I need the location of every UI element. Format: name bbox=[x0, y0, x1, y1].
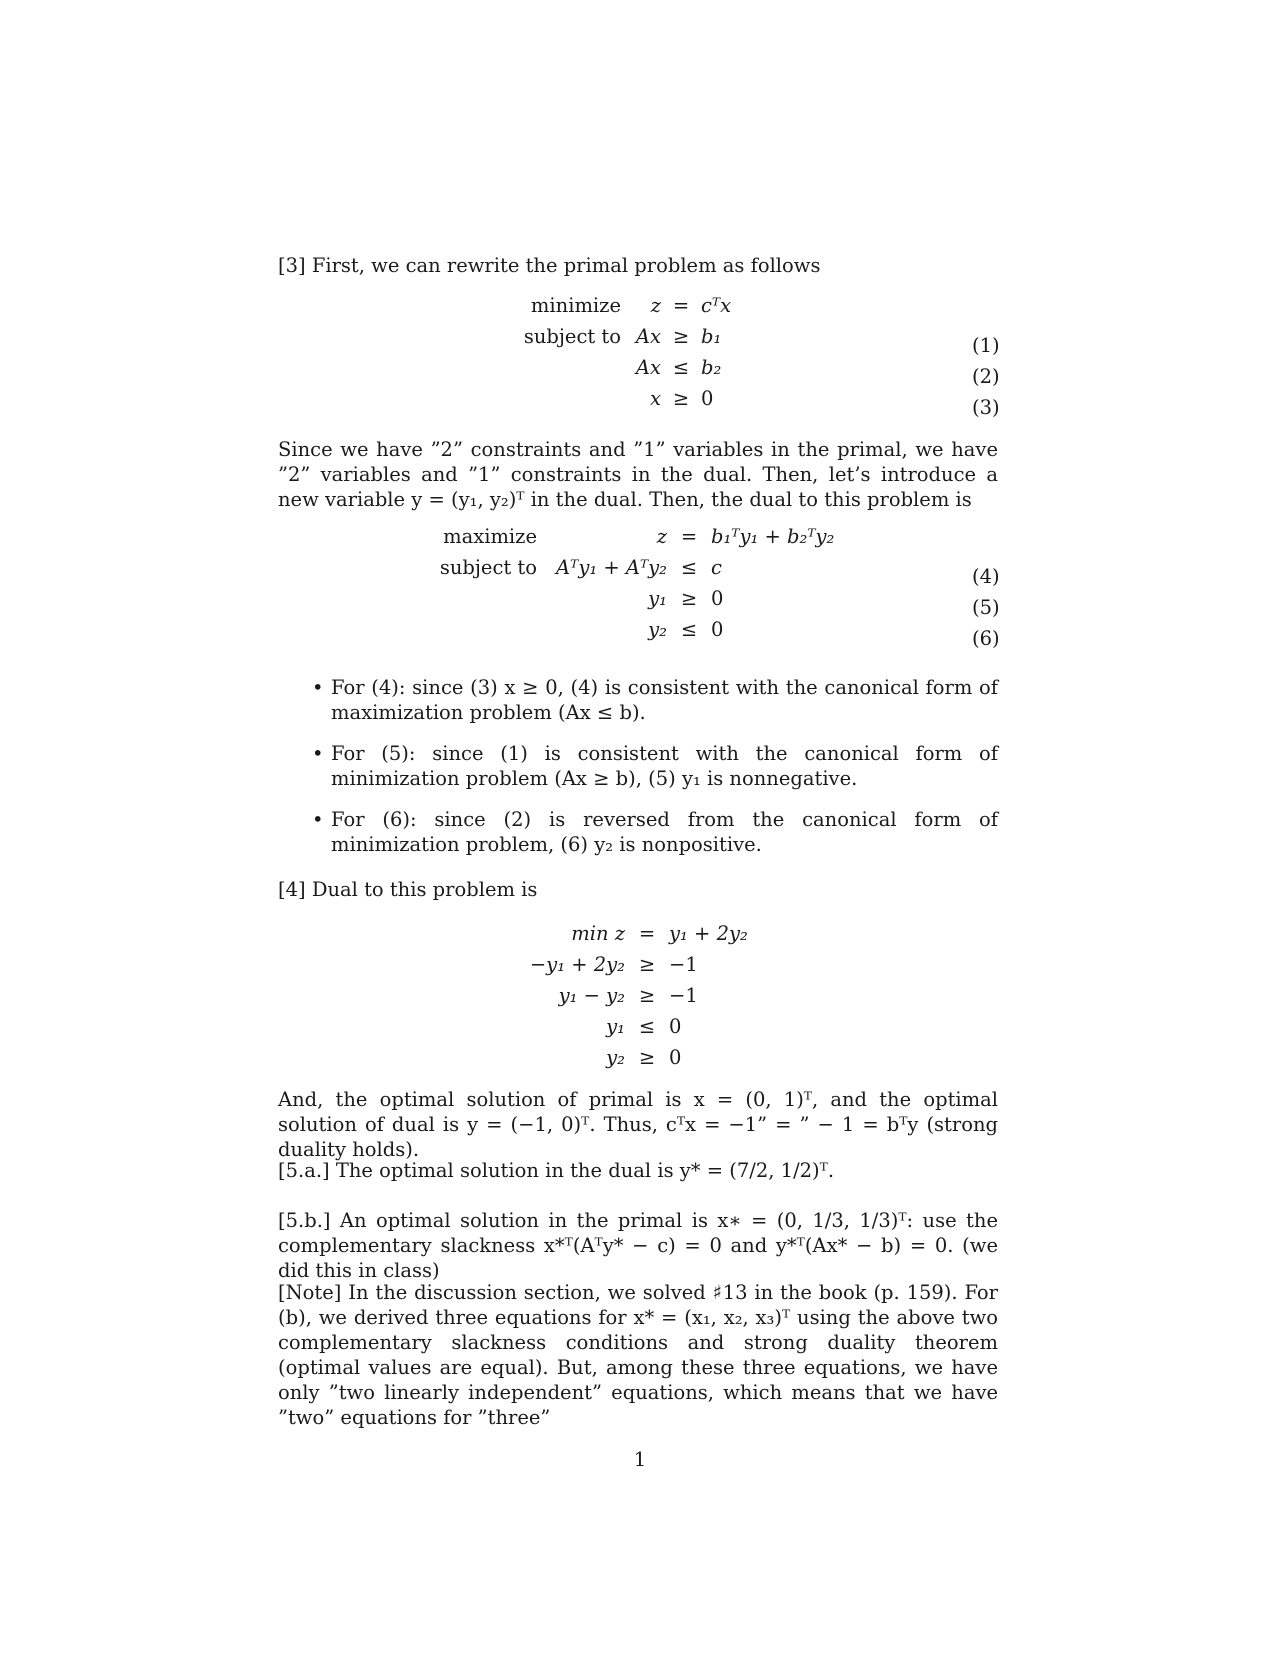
dual-rhs: 0 bbox=[711, 618, 724, 641]
primal-relation: ≥ bbox=[672, 325, 690, 348]
primal-lhs: x bbox=[650, 387, 661, 410]
dual-relation: ≤ bbox=[680, 618, 698, 641]
section-4-problem bbox=[515, 918, 789, 1073]
bullet-icon: • bbox=[312, 742, 324, 765]
dual-label: subject to bbox=[439, 556, 537, 579]
primal-rhs: 0 bbox=[701, 387, 714, 410]
primal-label bbox=[505, 352, 621, 383]
section-3-paragraph: Since we have ”2” constraints and ”1” variables in the primal, we have ”2” variables and ”1” constraints in the dual. Then, let’s introduce a new variable y = (y₁, y₂)ᵀ in the dual. Then, the dual to this problem is bbox=[278, 438, 998, 511]
primal-lhs: Ax bbox=[635, 325, 661, 348]
dual-row bbox=[425, 552, 861, 583]
section-4-row bbox=[515, 1011, 789, 1042]
section-5a-text: [5.a.] The optimal solution in the dual is y* = (7/2, 1/2)ᵀ. bbox=[278, 1159, 835, 1182]
dual-rhs: c bbox=[711, 556, 722, 579]
dual-lhs: y₁ bbox=[648, 587, 667, 610]
note-block bbox=[278, 1280, 998, 1430]
section-4-lhs: y₂ bbox=[606, 1046, 625, 1069]
primal-label: subject to bbox=[523, 325, 621, 348]
equation-number: (4) bbox=[972, 565, 1000, 588]
section-3-intro: [3] First, we can rewrite the primal problem as follows bbox=[278, 254, 821, 277]
bullet-icon: • bbox=[312, 808, 324, 831]
section-4-rhs: 0 bbox=[669, 1046, 682, 1069]
section-4-relation: ≥ bbox=[638, 953, 656, 976]
dual-rhs: 0 bbox=[711, 587, 724, 610]
section-4-intro: [4] Dual to this problem is bbox=[278, 878, 538, 901]
primal-row bbox=[505, 383, 821, 414]
dual-lhs: Aᵀy₁ + Aᵀy₂ bbox=[556, 556, 667, 579]
primal-rhs: cᵀx bbox=[701, 294, 732, 317]
note-text: [Note] In the discussion section, we solved ♯13 in the book (p. 159). For (b), we derived three equations for x* = (x₁, x₂, x₃)ᵀ using the above two complementary slackness conditions and strong duality theorem (optimal values are equal). But, among these three equations, we have only ”two linearly independent” equations, which means that we have ”two” equations for ”three” bbox=[278, 1281, 998, 1429]
primal-relation: ≥ bbox=[672, 387, 690, 410]
section-3-intro-block bbox=[278, 253, 998, 278]
list-item bbox=[278, 741, 998, 791]
primal-rhs: b₂ bbox=[701, 356, 722, 379]
section-4-lhs: y₁ bbox=[606, 1015, 625, 1038]
dual-lhs: y₂ bbox=[648, 618, 667, 641]
equation-number: (6) bbox=[972, 627, 1000, 650]
section-4-lhs: −y₁ + 2y₂ bbox=[529, 953, 625, 976]
section-4-rhs: −1 bbox=[669, 984, 698, 1007]
dual-rhs: b₁ᵀy₁ + b₂ᵀy₂ bbox=[711, 525, 835, 548]
section-4-rhs: y₁ + 2y₂ bbox=[669, 922, 748, 945]
section-4-rhs: −1 bbox=[669, 953, 698, 976]
primal-lhs: z bbox=[650, 294, 661, 317]
section-5a-block bbox=[278, 1158, 998, 1183]
dual-relation: = bbox=[680, 525, 698, 548]
section-4-relation: ≤ bbox=[638, 1015, 656, 1038]
section-4-row bbox=[515, 980, 789, 1011]
dual-relation: ≤ bbox=[680, 556, 698, 579]
bullet-list bbox=[278, 675, 998, 857]
section-4-lhs: y₁ − y₂ bbox=[558, 984, 625, 1007]
dual-relation: ≥ bbox=[680, 587, 698, 610]
dual-lhs: z bbox=[656, 525, 667, 548]
dual-row bbox=[425, 614, 861, 645]
primal-relation: ≤ bbox=[672, 356, 690, 379]
equation-number: (5) bbox=[972, 596, 1000, 619]
section-4-row bbox=[515, 918, 789, 949]
equation-number: (3) bbox=[972, 396, 1000, 419]
bullet-icon: • bbox=[312, 676, 324, 699]
list-item bbox=[278, 675, 998, 725]
primal-label bbox=[505, 383, 621, 414]
dual-label bbox=[425, 583, 537, 614]
primal-lhs: Ax bbox=[635, 356, 661, 379]
dual-label bbox=[425, 614, 537, 645]
section-3-paragraph-block bbox=[278, 437, 998, 512]
section-4-paragraph-block bbox=[278, 1087, 998, 1162]
section-4-lhs: min z bbox=[571, 922, 625, 945]
section-4-relation: = bbox=[638, 922, 656, 945]
list-item-text: For (6): since (2) is reversed from the canonical form of minimization problem, (6) y₂ is nonpositive. bbox=[331, 808, 998, 856]
primal-row bbox=[505, 352, 821, 383]
section-4-relation: ≥ bbox=[638, 1046, 656, 1069]
section-4-rhs: 0 bbox=[669, 1015, 682, 1038]
primal-row bbox=[505, 290, 821, 321]
section-4-paragraph: And, the optimal solution of primal is x = (0, 1)ᵀ, and the optimal solution of dual is y = (−1, 0)ᵀ. Thus, cᵀx = −1” = ” − 1 = bᵀy (strong duality holds). bbox=[278, 1088, 998, 1161]
primal-rhs: b₁ bbox=[701, 325, 722, 348]
list-item bbox=[278, 807, 998, 857]
bullet-list-block bbox=[278, 675, 998, 857]
section-4-row bbox=[515, 1042, 789, 1073]
dual-row bbox=[425, 583, 861, 614]
equation-number: (1) bbox=[972, 334, 1000, 357]
section-5b-block bbox=[278, 1208, 998, 1283]
list-item-text: For (5): since (1) is consistent with the canonical form of minimization problem (Ax ≥ b), (5) y₁ is nonnegative. bbox=[331, 742, 998, 790]
primal-relation: = bbox=[672, 294, 690, 317]
section-4-relation: ≥ bbox=[638, 984, 656, 1007]
list-item-text: For (4): since (3) x ≥ 0, (4) is consistent with the canonical form of maximization problem (Ax ≤ b). bbox=[331, 676, 998, 724]
dual-label: maximize bbox=[443, 525, 537, 548]
page-number: 1 bbox=[633, 1448, 647, 1471]
primal-label: minimize bbox=[530, 294, 621, 317]
section-4-row bbox=[515, 949, 789, 980]
primal-row bbox=[505, 321, 821, 352]
dual-row bbox=[425, 521, 861, 552]
primal-problem bbox=[505, 290, 821, 414]
section-5b-text: [5.b.] An optimal solution in the primal is x∗ = (0, 1/3, 1/3)ᵀ: use the complementary slackness x*ᵀ(Aᵀy* − c) = 0 and y*ᵀ(Ax* − b) = 0. (we did this in class) bbox=[278, 1209, 998, 1282]
dual-problem bbox=[425, 521, 861, 645]
section-4-intro-block bbox=[278, 877, 998, 902]
equation-number: (2) bbox=[972, 365, 1000, 388]
